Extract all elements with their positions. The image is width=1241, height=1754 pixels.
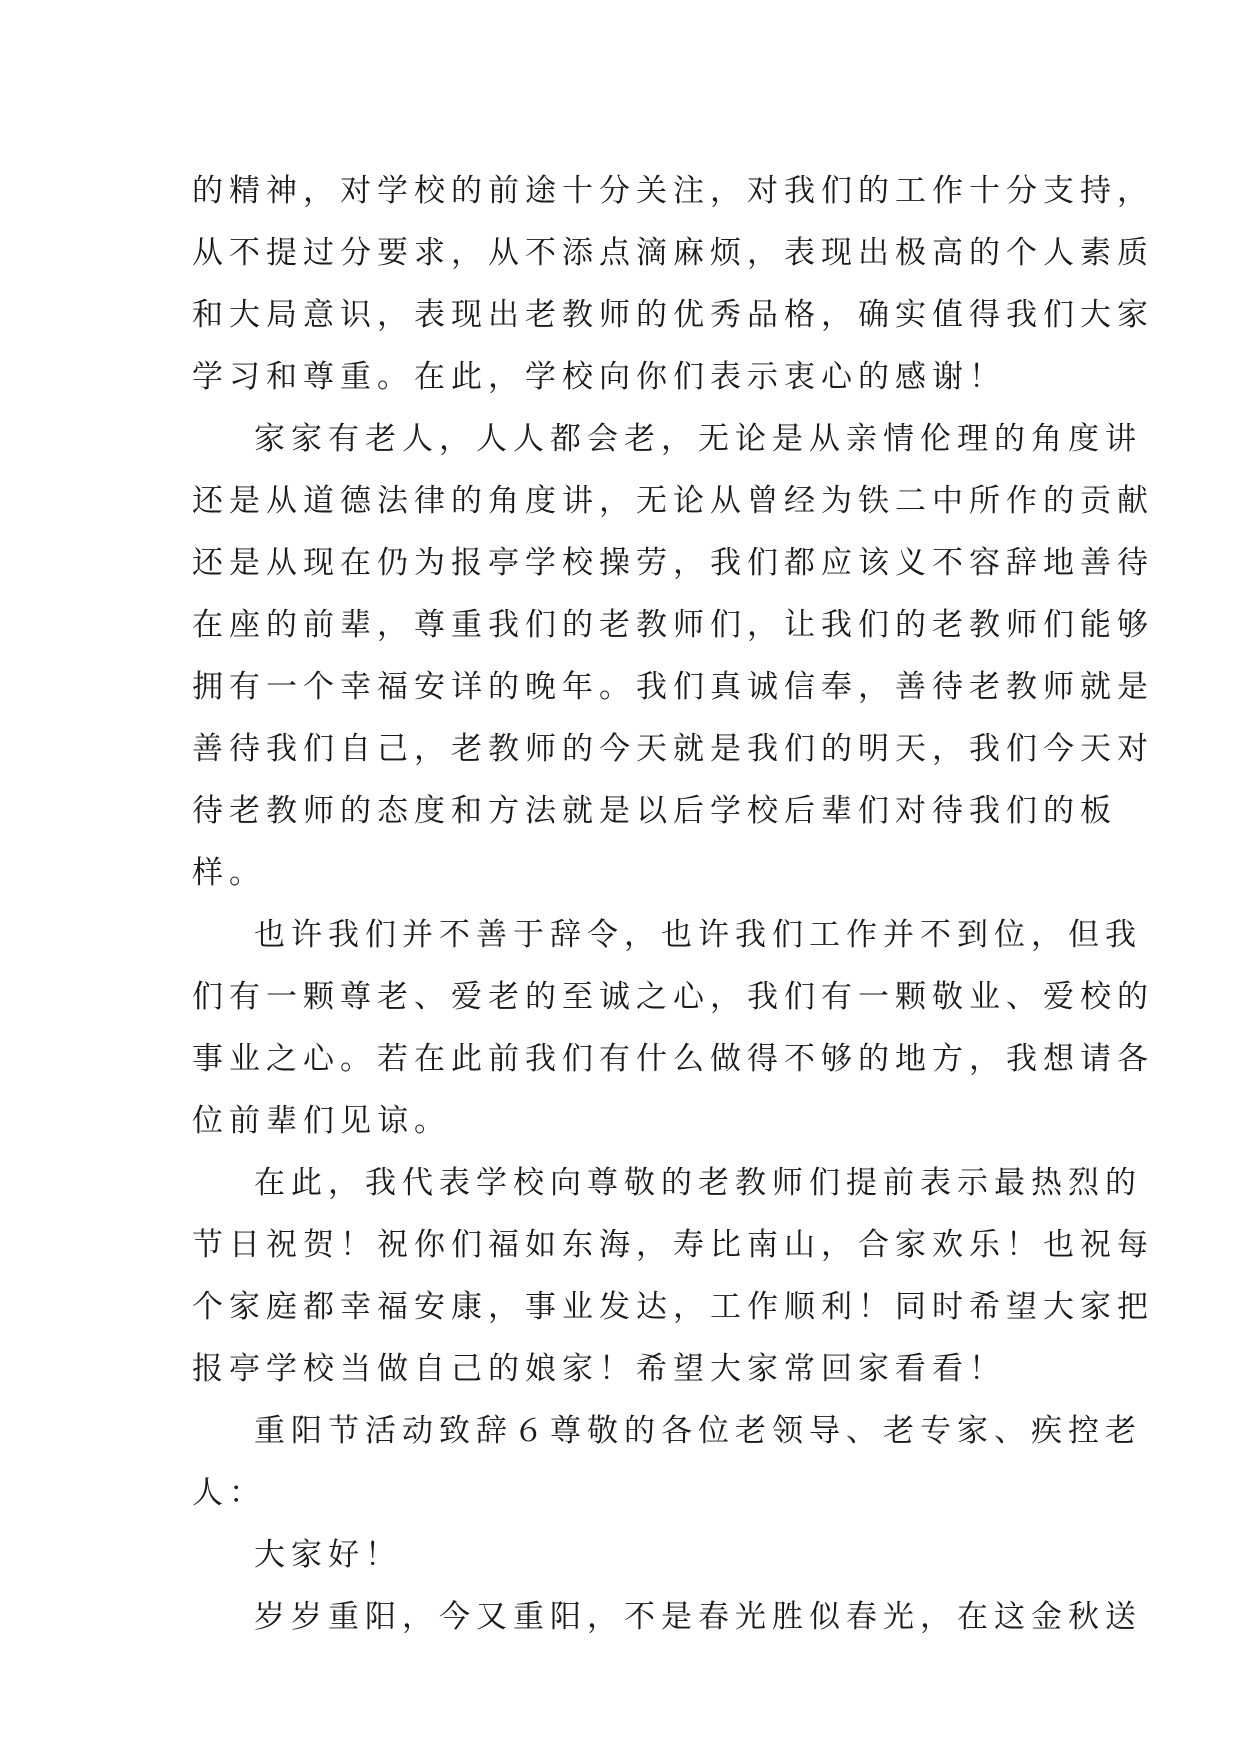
text-line: 重阳节活动致辞６尊敬的各位老领导、老专家、疾控老 <box>254 1413 1142 1449</box>
text-line: 个家庭都幸福安康，事业发达，工作顺利！同时希望大家把 <box>192 1289 1154 1325</box>
text-line: 节日祝贺！祝你们福如东海，寿比南山，合家欢乐！也祝每 <box>192 1227 1154 1263</box>
text-line: 在此，我代表学校向尊敬的老教师们提前表示最热烈的 <box>254 1165 1142 1201</box>
text-line: 的精神，对学校的前途十分关注，对我们的工作十分支持， <box>192 173 1154 209</box>
text-line: 大家好！ <box>254 1537 402 1573</box>
text-line: 也许我们并不善于辞令，也许我们工作并不到位，但我 <box>254 917 1142 953</box>
text-line: 拥有一个幸福安详的晚年。我们真诚信奉，善待老教师就是 <box>192 669 1154 705</box>
text-line: 家家有老人，人人都会老，无论是从亲情伦理的角度讲 <box>254 421 1142 457</box>
text-line: 待老教师的态度和方法就是以后学校后辈们对待我们的板 <box>192 793 1117 829</box>
text-line: 事业之心。若在此前我们有什么做得不够的地方，我想请各 <box>192 1041 1154 1077</box>
text-line: 报亭学校当做自己的娘家！希望大家常回家看看！ <box>192 1351 1006 1387</box>
text-line: 在座的前辈，尊重我们的老教师们，让我们的老教师们能够 <box>192 607 1154 643</box>
text-line: 们有一颗尊老、爱老的至诚之心，我们有一颗敬业、爱校的 <box>192 979 1154 1015</box>
text-line: 样。 <box>192 855 266 891</box>
text-line: 还是从道德法律的角度讲，无论从曾经为铁二中所作的贡献 <box>192 483 1154 519</box>
text-line: 位前辈们见谅。 <box>192 1103 451 1139</box>
text-line: 岁岁重阳，今又重阳，不是春光胜似春光，在这金秋送 <box>254 1599 1142 1635</box>
text-line: 还是从现在仍为报亭学校操劳，我们都应该义不容辞地善待 <box>192 545 1154 581</box>
document-body-text <box>192 160 1154 1648</box>
text-line: 善待我们自己，老教师的今天就是我们的明天，我们今天对 <box>192 731 1154 767</box>
text-line: 学习和尊重。在此，学校向你们表示衷心的感谢！ <box>192 359 1006 395</box>
text-line: 人： <box>192 1475 266 1511</box>
text-line: 和大局意识，表现出老教师的优秀品格，确实值得我们大家 <box>192 297 1154 333</box>
text-line: 从不提过分要求，从不添点滴麻烦，表现出极高的个人素质 <box>192 235 1154 271</box>
